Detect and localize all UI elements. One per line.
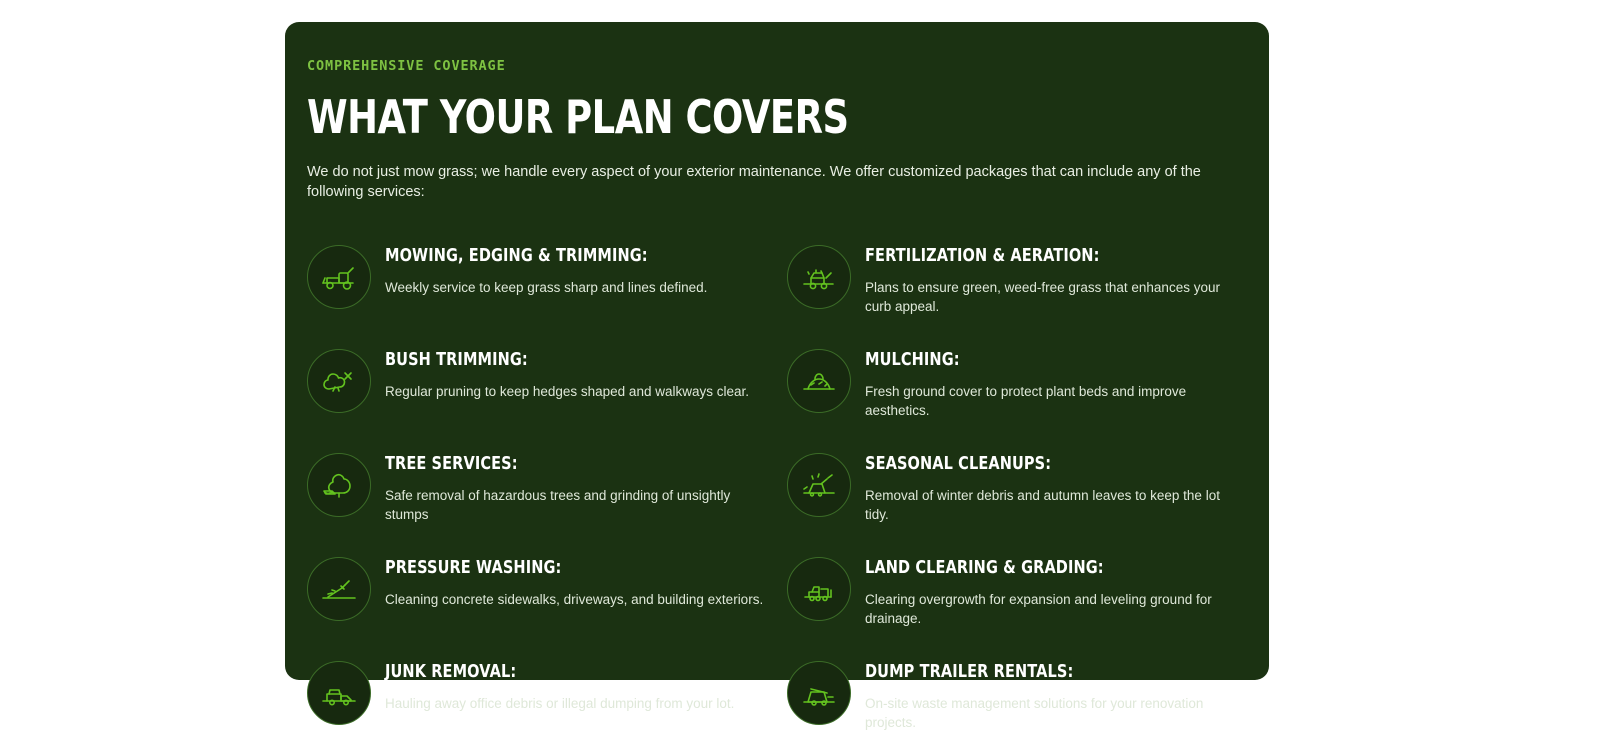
service-desc: Regular pruning to keep hedges shaped and walkways clear. xyxy=(385,383,749,399)
mulch-pile-icon xyxy=(787,349,851,413)
service-desc: Plans to ensure green, weed-free grass that enhances your curb appeal. xyxy=(865,279,1220,315)
service-item xyxy=(787,647,1247,751)
service-desc: Removal of winter debris and autumn leaves to keep the lot tidy. xyxy=(865,487,1220,523)
service-desc: Fresh ground cover to protect plant beds and improve aesthetics. xyxy=(865,383,1187,419)
section-subhead: We do not just mow grass; we handle every aspect of your exterior maintenance. We offer customized packages that can include any of the following services: xyxy=(307,164,1201,201)
services-grid xyxy=(307,231,1247,751)
lawn-mower-icon xyxy=(307,245,371,309)
service-desc: On-site waste management solutions for your renovation projects. xyxy=(865,695,1204,731)
service-title: JUNK REMOVAL: xyxy=(385,660,517,682)
service-item xyxy=(307,231,767,335)
junk-truck-icon xyxy=(307,661,371,725)
service-title: LAND CLEARING & GRADING: xyxy=(865,556,1104,578)
service-title: DUMP TRAILER RENTALS: xyxy=(865,660,1074,682)
service-title: BUSH TRIMMING: xyxy=(385,348,528,370)
service-title: SEASONAL CLEANUPS: xyxy=(865,452,1052,474)
page-title: WHAT YOUR PLAN COVERS xyxy=(307,90,849,145)
service-item xyxy=(307,439,767,543)
service-title: MULCHING: xyxy=(865,348,960,370)
leaf-blower-icon xyxy=(787,453,851,517)
service-item xyxy=(787,335,1247,439)
pressure-washer-icon xyxy=(307,557,371,621)
service-item xyxy=(787,439,1247,543)
section-eyebrow: COMPREHENSIVE COVERAGE xyxy=(307,58,506,74)
service-desc: Clearing overgrowth for expansion and leveling ground for drainage. xyxy=(865,591,1212,627)
service-title: MOWING, EDGING & TRIMMING: xyxy=(385,244,648,266)
service-title: FERTILIZATION & AERATION: xyxy=(865,244,1100,266)
fertilizer-spreader-icon xyxy=(787,245,851,309)
service-title: PRESSURE WASHING: xyxy=(385,556,562,578)
service-item xyxy=(307,335,767,439)
services-card xyxy=(285,22,1269,731)
service-title: TREE SERVICES: xyxy=(385,452,518,474)
bulldozer-icon xyxy=(787,557,851,621)
service-desc: Weekly service to keep grass sharp and lines defined. xyxy=(385,279,708,295)
service-desc: Hauling away office debris or illegal dumping from your lot. xyxy=(385,695,735,711)
dump-trailer-icon xyxy=(787,661,851,725)
tree-chainsaw-icon xyxy=(307,453,371,517)
service-item xyxy=(307,647,767,751)
service-item xyxy=(307,543,767,647)
hedge-shears-icon xyxy=(307,349,371,413)
service-item xyxy=(787,543,1247,647)
service-desc: Cleaning concrete sidewalks, driveways, and building exteriors. xyxy=(385,591,764,607)
service-item xyxy=(787,231,1247,335)
service-desc: Safe removal of hazardous trees and grinding of unsightly stumps xyxy=(385,487,731,523)
